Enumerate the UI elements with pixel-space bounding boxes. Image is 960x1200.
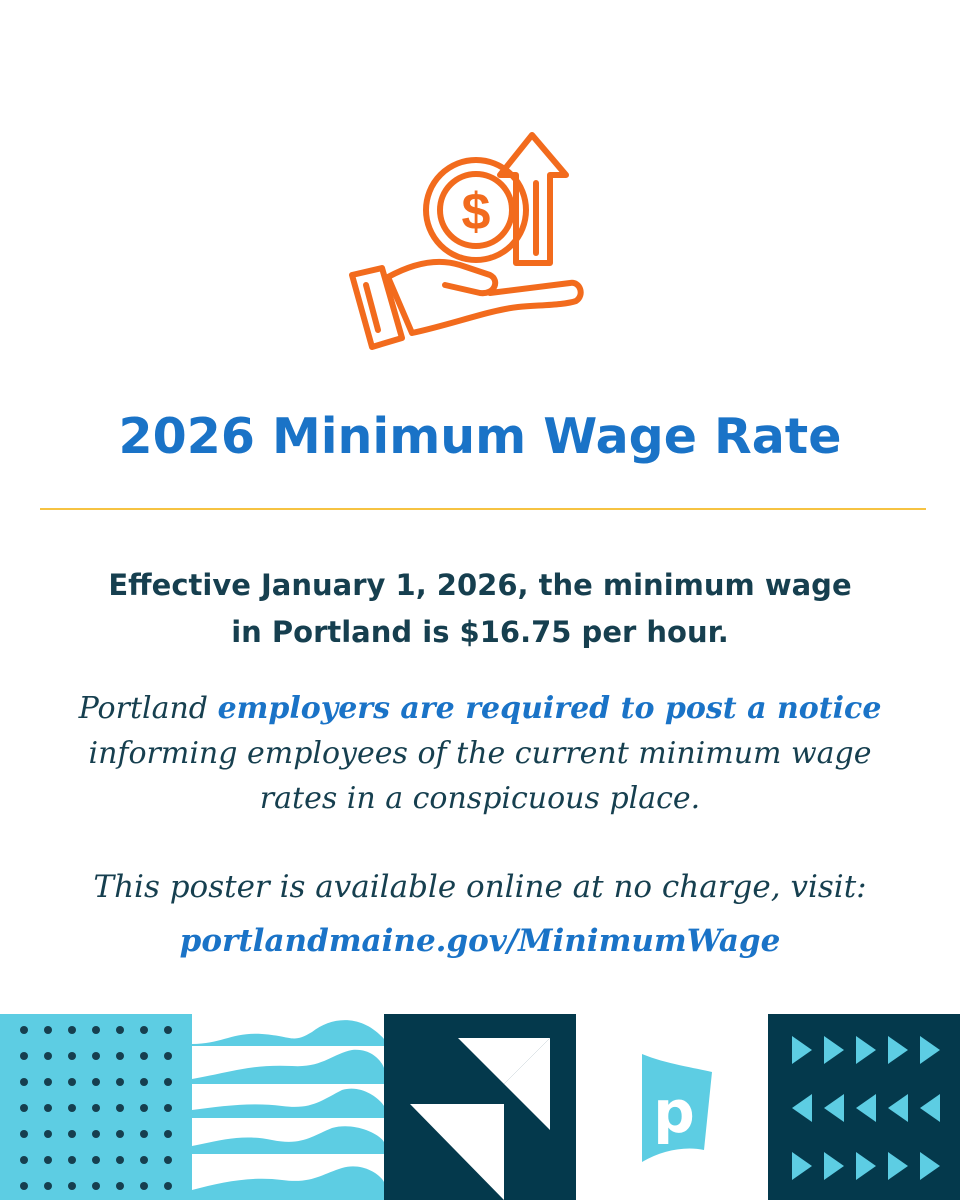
visit-info	[40, 860, 920, 968]
pattern-dot	[68, 1026, 76, 1034]
pattern-dot	[92, 1104, 100, 1112]
pattern-dot	[68, 1078, 76, 1086]
divider	[40, 508, 926, 510]
pattern-dot	[92, 1130, 100, 1138]
pattern-dot	[92, 1052, 100, 1060]
pattern-dot	[140, 1104, 148, 1112]
pattern-dot	[116, 1130, 124, 1138]
pattern-dot	[44, 1078, 52, 1086]
pattern-dot	[92, 1026, 100, 1034]
notice-highlight: employers are required to post a notice	[217, 691, 882, 726]
notice-line-3: rates in a conspicuous place.	[259, 781, 701, 816]
pattern-dot	[116, 1156, 124, 1164]
pattern-dot	[44, 1052, 52, 1060]
wage-statement-line-1: Effective January 1, 2026, the minimum wage	[108, 568, 852, 602]
pattern-dot	[116, 1182, 124, 1190]
pattern-dot	[116, 1052, 124, 1060]
pattern-dot	[44, 1026, 52, 1034]
pattern-dot	[164, 1156, 172, 1164]
minimum-wage-link[interactable]: portlandmaine.gov/MinimumWage	[179, 923, 781, 959]
wage-statement-line-2: in Portland is $16.75 per hour.	[231, 615, 729, 649]
waves-pattern-tile	[192, 1014, 384, 1200]
pattern-dot	[68, 1182, 76, 1190]
pattern-dot	[92, 1182, 100, 1190]
pattern-dot	[20, 1078, 28, 1086]
pattern-dot	[116, 1026, 124, 1034]
arrows-pattern-tile	[768, 1014, 960, 1200]
pattern-dot	[164, 1026, 172, 1034]
dots-pattern-tile	[0, 1014, 192, 1200]
pattern-dot	[140, 1026, 148, 1034]
pattern-dot	[140, 1078, 148, 1086]
pattern-dot	[20, 1052, 28, 1060]
pattern-dot	[164, 1104, 172, 1112]
notice-prefix: Portland	[78, 691, 218, 726]
pattern-dot	[164, 1182, 172, 1190]
pattern-dot	[20, 1156, 28, 1164]
hand-money-growth-icon	[340, 125, 590, 360]
pattern-dot	[116, 1104, 124, 1112]
wage-statement	[40, 562, 920, 656]
pattern-dot	[140, 1052, 148, 1060]
pattern-dot	[44, 1130, 52, 1138]
pattern-dot	[92, 1078, 100, 1086]
pattern-dot	[164, 1078, 172, 1086]
pattern-dot	[20, 1182, 28, 1190]
pattern-dot	[164, 1052, 172, 1060]
pattern-dot	[164, 1130, 172, 1138]
portland-logo-icon	[576, 1014, 768, 1200]
triangles-graphic-tile	[384, 1014, 576, 1200]
pattern-dot	[68, 1130, 76, 1138]
pattern-dot	[68, 1104, 76, 1112]
pattern-dot	[68, 1156, 76, 1164]
page-title: 2026 Minimum Wage Rate	[118, 408, 842, 465]
pattern-dot	[44, 1182, 52, 1190]
visit-text: This poster is available online at no charge, visit:	[93, 869, 867, 905]
notice-line-2: informing employees of the current minimum wage	[88, 736, 872, 771]
pattern-dot	[44, 1104, 52, 1112]
pattern-dot	[116, 1078, 124, 1086]
pattern-dot	[92, 1156, 100, 1164]
pattern-dot	[140, 1156, 148, 1164]
pattern-dot	[20, 1130, 28, 1138]
logo-letter: p	[653, 1078, 695, 1146]
pattern-dot	[68, 1052, 76, 1060]
portland-logo-tile	[576, 1014, 768, 1200]
pattern-dot	[44, 1156, 52, 1164]
pattern-dot	[20, 1104, 28, 1112]
employer-notice	[40, 686, 920, 821]
pattern-dot	[20, 1026, 28, 1034]
pattern-dot	[140, 1130, 148, 1138]
pattern-dot	[140, 1182, 148, 1190]
svg-text:$: $	[461, 183, 491, 241]
